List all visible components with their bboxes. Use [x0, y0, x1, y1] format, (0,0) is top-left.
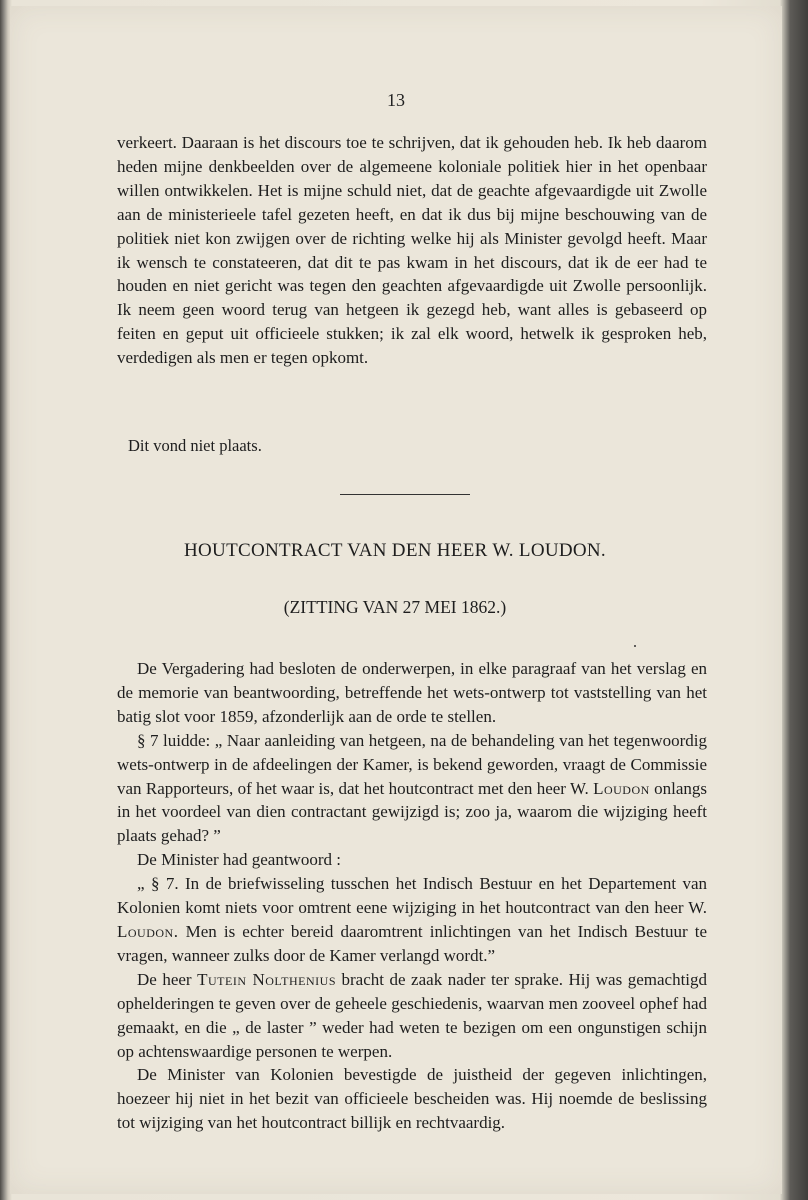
page-number: 13 — [387, 90, 405, 110]
paragraph-2-start: § 7 luidde: „ Naar aanleiding van hetgeen, na de behandeling van het tegenwoordig wets-ontwerp in de afdeelingen der Kamer, is bekend geworden, vraagt de Commissie van Rapporteurs, of het waar is, dat het houtcontract met den heer W. — [117, 730, 707, 798]
name-loudon: Loudon — [593, 778, 650, 798]
paragraph-2-end: onlangs in het voordeel van dien contractant gewijzigd is; zoo ja, waarom die wijziging heeft plaats gehad? ” — [117, 778, 708, 846]
stray-dot — [634, 645, 636, 647]
section-body — [117, 657, 707, 1135]
opening-paragraph — [117, 131, 707, 370]
name-loudon-2: Loudon. — [117, 921, 179, 941]
paragraph-2 — [117, 729, 707, 849]
paragraph-4-start: „ § 7. In de briefwisseling tusschen het Indisch Bestuur en het Departement van Kolonien komt niets voor omtrent eene wijziging in het houtcontract van den heer W. — [117, 874, 707, 918]
paragraph: verkeert. Daaraan is het discours toe te schrijven, dat ik gehouden heb. Ik heb daarom heden mijne denkbeelden over de algemeene koloniale politiek hier in het openbaar willen ontwikkelen. Het is mijne schuld niet, dat de geachte afgevaardigde uit Zwolle aan de ministerieele tafel gezeten heeft, en dat ik dus bij mijne beschouwing van de politiek niet kon zwijgen over de richting welke hij als Minister gevolgd heeft. Maar ik wensch te constateeren, dat dit te pas kwam in het discours, dat ik de eer had te houden en niet gericht was tegen den geachten afgevaardigde uit Zwolle persoonlijk. Ik neem geen woord terug van hetgeen ik gezegd heb, want alles is gebaseerd op feiten en geput uit officieele stukken; ik zal elk woord, hetwelk ik gesproken heb, verdedigen als men er tegen opkomt. — [117, 133, 707, 368]
paragraph-3: De Minister had geantwoord : — [137, 850, 341, 870]
section-divider — [340, 494, 470, 495]
paragraph-5-end: bracht de zaak nader ter sprake. Hij was gemachtigd ophelderingen te geven over de geheele geschiedenis, waarvan men zooveel ophef had gemaakt, en die „ de laster ” weder had weten te bezigen om een ongunstigen schijn op achtenswaardige personen te werpen. — [117, 969, 708, 1061]
paragraph-4 — [117, 872, 707, 968]
note-line: Dit vond niet plaats. — [128, 436, 262, 455]
section-subheading: (ZITTING VAN 27 MEI 1862.) — [283, 597, 507, 617]
paragraph-1: De Vergadering had besloten de onderwerpen, in elke paragraaf van het verslag en de memorie van beantwoording, betreffende het wets-ontwerp tot vaststelling van het batig slot voor 1859, afzonderlijk aan de orde te stellen. — [117, 659, 707, 726]
paragraph-6: De Minister van Kolonien bevestigde de juistheid der gegeven inlichtingen, hoezeer hij niet in het bezit van officieele bescheiden was. Hij noemde de beslissing tot wijziging van het houtcontract billijk en rechtvaardig. — [117, 1065, 707, 1133]
paragraph-5-start: De heer — [137, 969, 192, 989]
paragraph-4-end: Men is echter bereid daaromtrent inlichtingen van het Indisch Bestuur te vragen, wanneer zulks door de Kamer verlangd wordt.” — [117, 921, 707, 965]
paragraph-5 — [117, 968, 707, 1064]
name-tutein-nolthenius: Tutein Nolthenius — [197, 969, 336, 989]
section-heading: HOUTCONTRACT VAN DEN HEER W. LOUDON. — [184, 540, 606, 561]
